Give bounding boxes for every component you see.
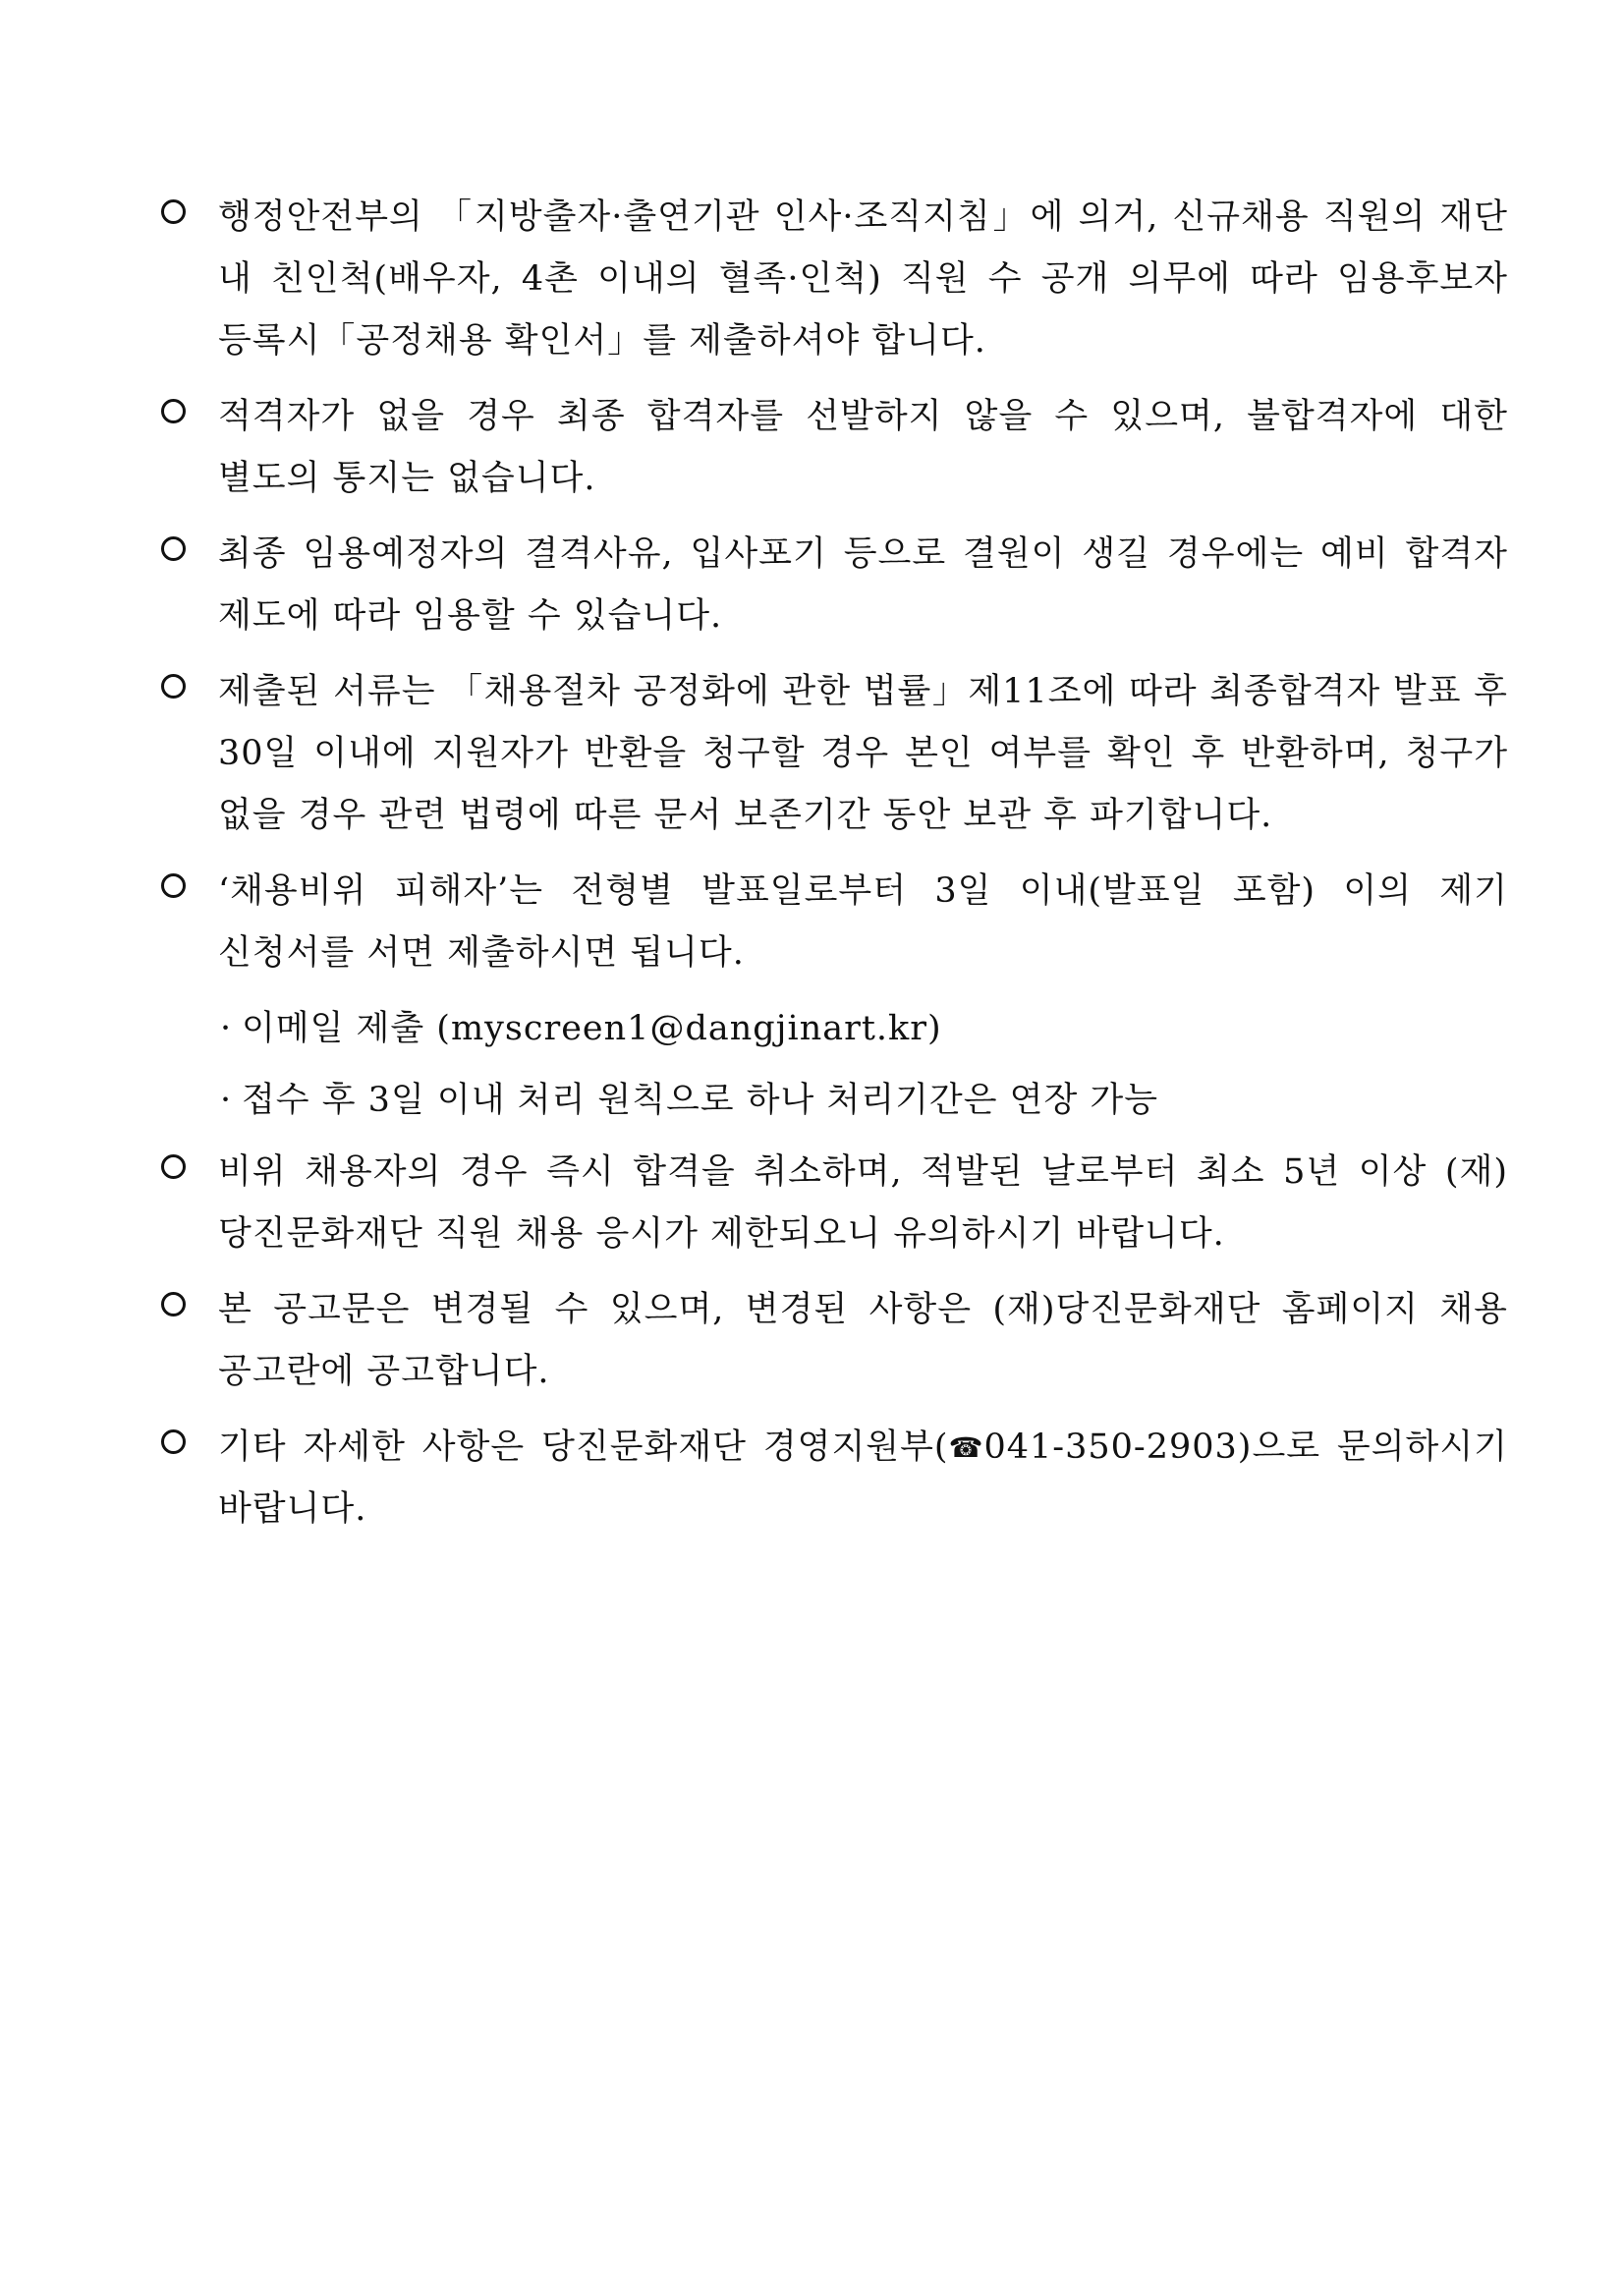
phone-icon: ☎ [948, 1431, 984, 1464]
circle-bullet-icon [161, 1154, 186, 1179]
circle-bullet-icon [161, 199, 186, 224]
circle-bullet-icon [161, 399, 186, 423]
sub-item-text: 이메일 제출 (myscreen1@dangjinart.kr) [242, 1009, 942, 1048]
notice-text: 최종 임용예정자의 결격사유, 입사포기 등으로 결원이 생길 경우에는 예비 합격자 제도에 따라 임용할 수 있습니다. [218, 534, 1508, 636]
circle-bullet-icon [161, 1292, 186, 1316]
notice-text: 제출된 서류는 「채용절차 공정화에 관한 법률」제11조에 따라 최종합격자 발표 후 30일 이내에 지원자가 반환을 청구할 경우 본인 여부를 확인 후 반환하며, 청구가 없을 경우 관련 법령에 따른 문서 보존기간 동안 보관 후 파기합니다. [218, 672, 1508, 835]
circle-bullet-icon [161, 1429, 186, 1454]
notice-item [157, 1142, 1508, 1265]
contact-text-after: 041-350-2903)으로 문의하시기 바랍니다. [218, 1428, 1508, 1529]
circle-bullet-icon [161, 674, 186, 699]
notice-text: 행정안전부의 「지방출자·출연기관 인사·조직지침」에 의거, 신규채용 직원의 재단 내 친인척(배우자, 4촌 이내의 혈족·인척) 직원 수 공개 의무에 따라 임용후보자 등록시「공정채용 확인서」를 제출하셔야 합니다. [218, 197, 1508, 361]
dot-bullet-icon: · [220, 1009, 233, 1048]
circle-bullet-icon [161, 536, 186, 561]
notice-text [218, 1417, 1508, 1540]
dot-bullet-icon: · [220, 1081, 233, 1120]
contact-text-before: 기타 자세한 사항은 당진문화재단 경영지원부( [218, 1428, 949, 1467]
notice-text: 본 공고문은 변경될 수 있으며, 변경된 사항은 (재)당진문화재단 홈페이지 채용 공고란에 공고합니다. [218, 1290, 1508, 1391]
objection-sub-list [157, 998, 1508, 1132]
circle-bullet-icon [161, 873, 186, 898]
notice-item [157, 661, 1508, 847]
notice-text: 적격자가 없을 경우 최종 합격자를 선발하지 않을 수 있으며, 불합격자에 대한 별도의 통지는 없습니다. [218, 397, 1508, 498]
notice-text: 비위 채용자의 경우 즉시 합격을 취소하며, 적발된 날로부터 최소 5년 이상 (재)당진문화재단 직원 채용 응시가 제한되오니 유의하시기 바랍니다. [218, 1152, 1508, 1254]
notice-item [157, 524, 1508, 647]
notice-item [157, 861, 1508, 984]
notice-text: ‘채용비위 피해자’는 전형별 발표일로부터 3일 이내(발표일 포함) 이의 제기 신청서를 서면 제출하시면 됩니다. [218, 871, 1508, 973]
notice-item [157, 386, 1508, 510]
sub-list-item [157, 1070, 1508, 1132]
sub-list-item [157, 998, 1508, 1060]
notice-list [157, 187, 1508, 1554]
objection-sub-list-wrapper [157, 998, 1508, 1132]
notice-item [157, 1279, 1508, 1403]
sub-item-text: 접수 후 3일 이내 처리 원칙으로 하나 처리기간은 연장 가능 [242, 1081, 1159, 1120]
notice-item [157, 187, 1508, 372]
notice-item [157, 1417, 1508, 1540]
